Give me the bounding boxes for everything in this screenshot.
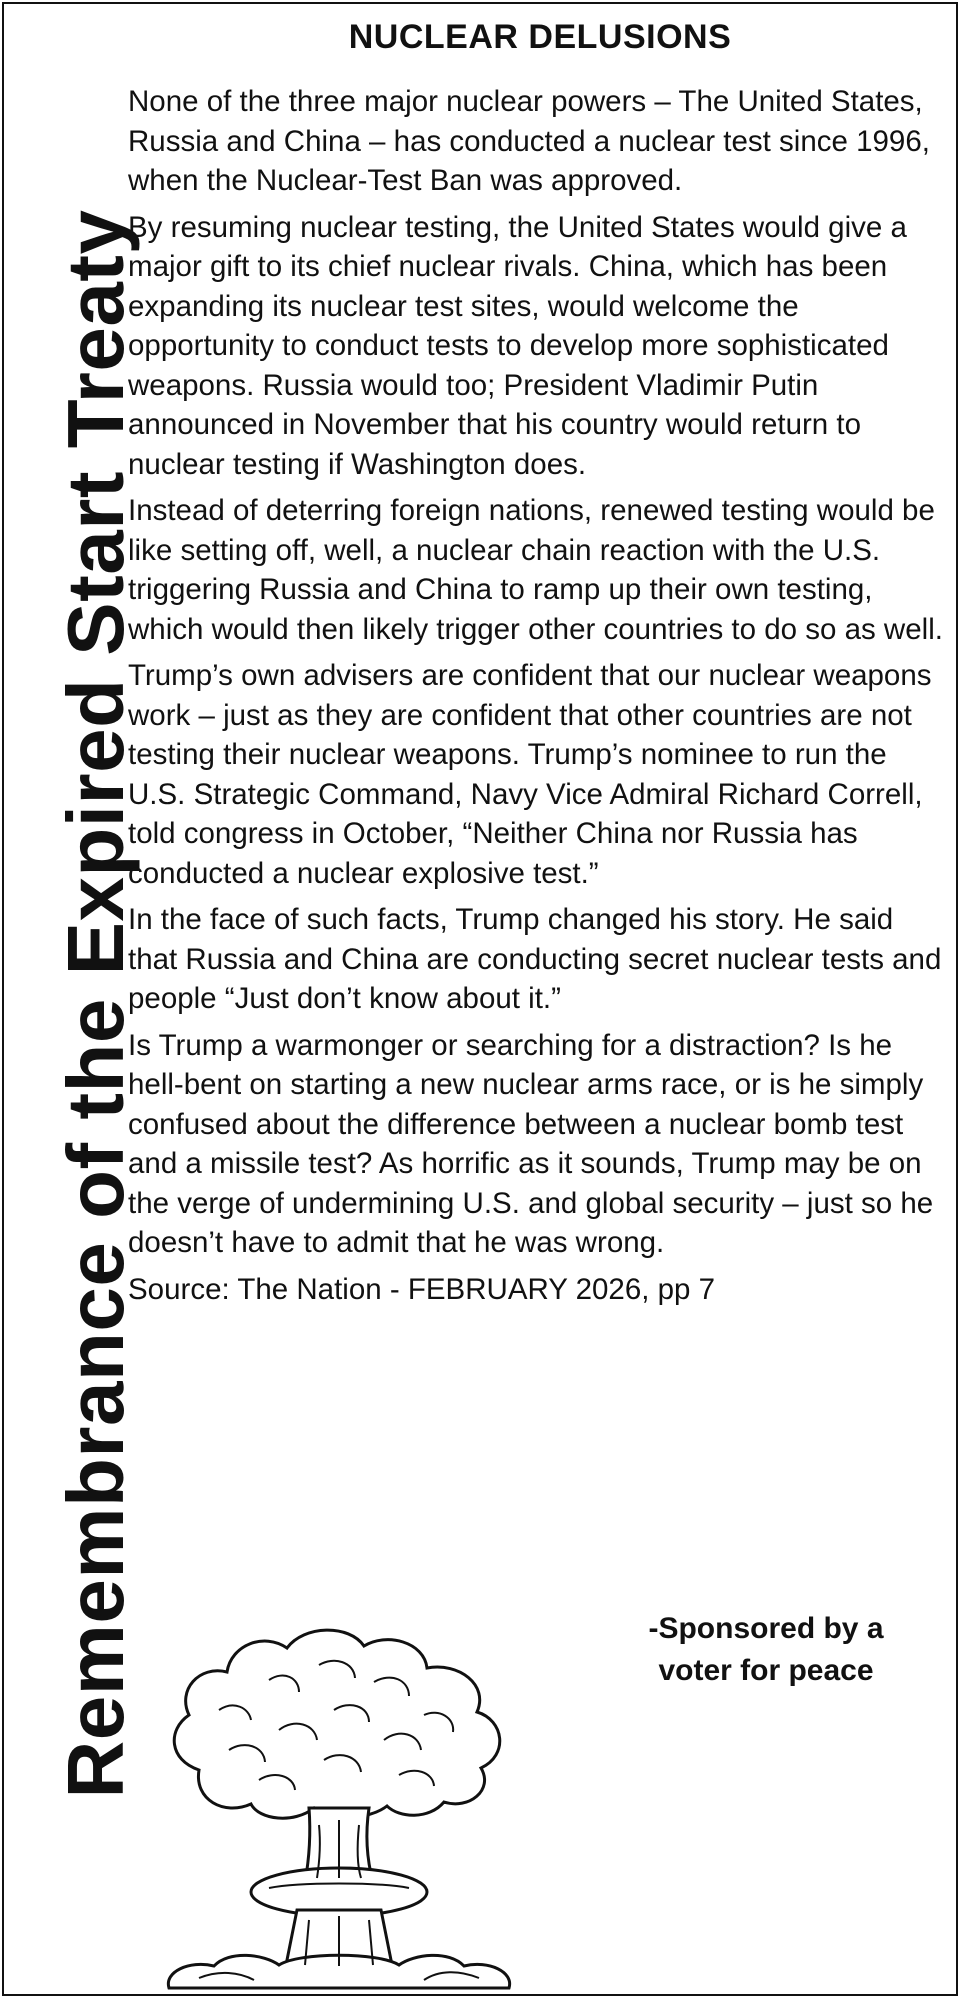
sponsor-line-1: -Sponsored by a: [648, 1612, 884, 1645]
article-body: [128, 82, 948, 1316]
paragraph-4: Trump’s own advisers are confident that our nuclear weapons work – just as they are confident that other countries are not testing their nuclear weapons. Trump’s nominee to run the U.S. Strategic Command, Navy Vice Admiral Richard Correll, told congress in October, “Neither China nor Russia has conducted a nuclear explosive test.”: [128, 659, 932, 890]
sponsor-line-2: voter for peace: [658, 1654, 874, 1687]
paragraph-6: Is Trump a warmonger or searching for a distraction? Is he hell-bent on starting a new nuclear arms race, or is he simply confused about the difference between a nuclear bomb test and a missile test? As horrific as it sounds, Trump may be on the verge of undermining U.S. and global security – just so he doesn’t have to admit that he was wrong.: [128, 1028, 934, 1259]
vertical-side-title: Remembrance of the Expired Start Treaty: [51, 209, 140, 1799]
paragraph-2: By resuming nuclear testing, the United States would give a major gift to its chief nuclear rivals. China, which has been expanding its nuclear test sites, would welcome the opportunity to conduct tests to develop more sophisticated weapons. Russia would too; President Vladimir Putin announced in November that his country would return to nuclear testing if Washington does.: [128, 210, 907, 481]
paragraph-3: Instead of deterring foreign nations, renewed testing would be like setting off, well, a nuclear chain reaction with the U.S. triggering Russia and China to ramp up their own testing, which would then likely trigger other countries to do so as well.: [128, 494, 943, 646]
ad-frame: [2, 2, 958, 1996]
paragraph-1: None of the three major nuclear powers – The United States, Russia and China – has conducted a nuclear test since 1996, when the Nuclear-Test Ban was approved.: [128, 85, 930, 197]
paragraph-5: In the face of such facts, Trump changed his story. He said that Russia and China are conducting secret nuclear tests and people “Just don’t know about it.”: [128, 903, 942, 1015]
mushroom-cloud-icon: [159, 1620, 519, 1992]
sponsor-credit: [606, 1608, 926, 1692]
headline: NUCLEAR DELUSIONS: [348, 18, 732, 56]
source-citation: Source: The Nation - FEBRUARY 2026, pp 7: [128, 1272, 716, 1306]
